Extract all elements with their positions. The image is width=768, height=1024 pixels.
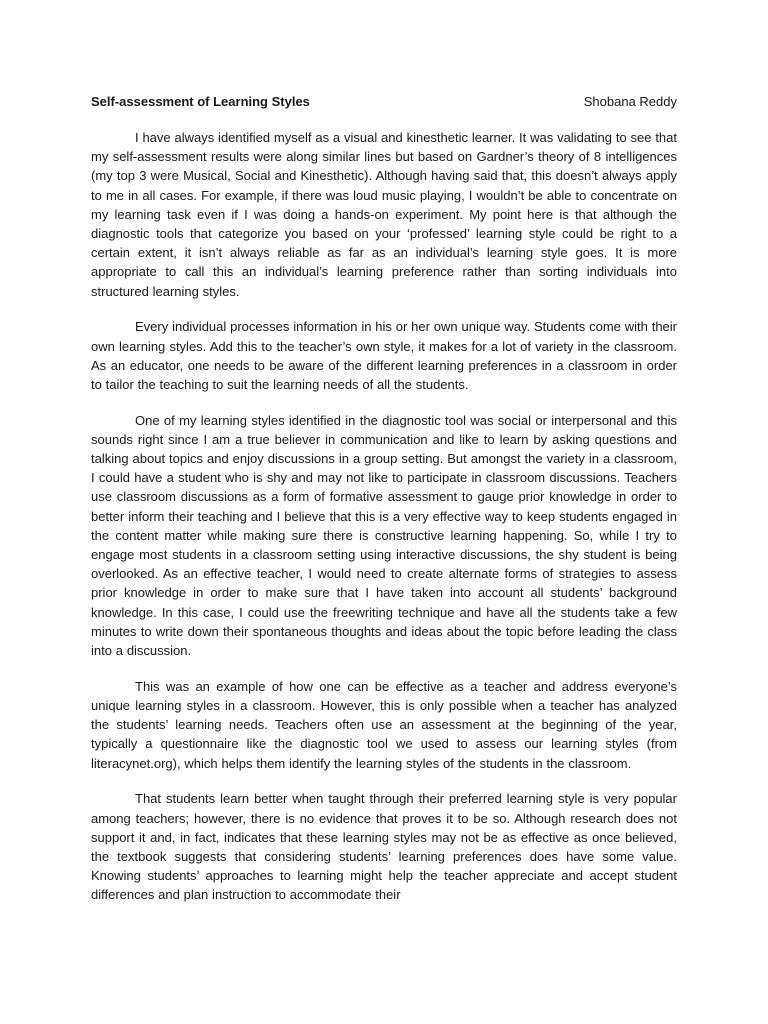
paragraph-3: One of my learning styles identified in the diagnostic tool was social or interpersonal and this sounds right since I am a true believer in communication and like to learn by asking questions and talking about topics and enjoy discussions in a group setting. But amongst the variety in a classroom, I could have a student who is shy and may not like to participate in classroom discussions. Teachers use classroom discussions as a form of formative assessment to gauge prior knowledge in order to better inform their teaching and I believe that this is a very effective way to keep students engaged in the content matter while making sure there is constructive learning happening. So, while I try to engage most students in a classroom setting using interactive discussions, the shy student is being overlooked. As an effective teacher, I would need to create alternate forms of strategies to assess prior knowledge in order to make sure that I have taken into account all students’ background knowledge. In this case, I could use the freewriting technique and have all the students take a few minutes to write down their spontaneous thoughts and ideas about the topic before leading the class into a discussion. bbox=[91, 412, 677, 659]
document-body bbox=[91, 128, 677, 921]
document-title: Self-assessment of Learning Styles bbox=[91, 94, 310, 109]
paragraph-4: This was an example of how one can be effective as a teacher and address everyone’s unique learning styles in a classroom. However, this is only possible when a teacher has analyzed the students’ learning needs. Teachers often use an assessment at the beginning of the year, typically a questionnaire like the diagnostic tool we used to assess our learning styles (from literacynet.org), which helps them identify the learning styles of the students in the classroom. bbox=[91, 678, 677, 771]
paragraph-2: Every individual processes information in his or her own unique way. Students come with their own learning styles. Add this to the teacher’s own style, it makes for a lot of variety in the classroom. As an educator, one needs to be aware of the different learning preferences in a classroom in order to tailor the teaching to suit the learning needs of all the students. bbox=[91, 319, 677, 392]
paragraph-5: That students learn better when taught through their preferred learning style is very popular among teachers; however, there is no evidence that proves it to be so. Although research does not support it and, in fact, indicates that these learning styles may not be as effective as once believed, the textbook suggests that considering students’ learning preferences does have some value. Knowing students’ approaches to learning might help the teacher appreciate and accept student differences and plan instruction to accommodate their bbox=[91, 791, 677, 903]
author-name: Shobana Reddy bbox=[583, 94, 677, 109]
document-header bbox=[91, 92, 677, 112]
paragraph-1: I have always identified myself as a visual and kinesthetic learner. It was validating to see that my self-assessment results were along similar lines but based on Gardner’s theory of 8 intelligences (my top 3 were Musical, Social and Kinesthetic). Although having said that, this doesn’t always apply to me in all cases. For example, if there was loud music playing, I wouldn’t be able to concentrate on my learning task even if I was doing a hands-on experiment. My point here is that although the diagnostic tools that categorize you based on your ‘professed’ learning style could be right to a certain extent, it isn’t always reliable as far as an individual’s learning style goes. It is more appropriate to call this an individual’s learning preference rather than sorting individuals into structured learning styles. bbox=[91, 130, 677, 299]
